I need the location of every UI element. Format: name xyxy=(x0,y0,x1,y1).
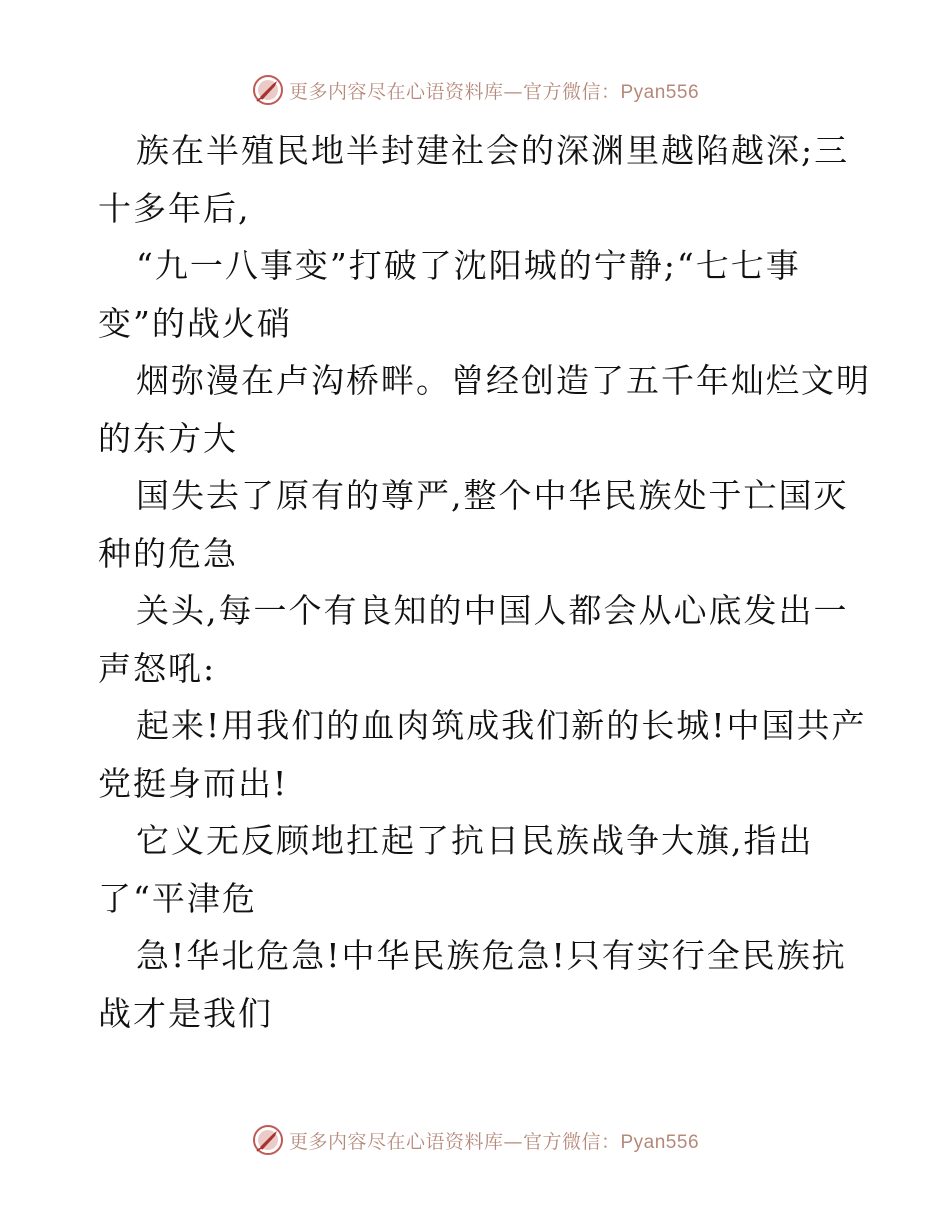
text-line: 战才是我们 xyxy=(98,993,273,1033)
text-line: 国失去了原有的尊严,整个中华民族处于亡国灭 xyxy=(136,476,849,515)
text-line: 急!华北危急!中华民族危急!只有实行全民族抗 xyxy=(136,936,847,975)
text-line: 了“平津危 xyxy=(98,878,257,918)
text-line: 它义无反顾地扛起了抗日民族战争大旗,指出 xyxy=(136,821,814,860)
text-line: 族在半殖民地半封建社会的深渊里越陷越深;三 xyxy=(136,131,850,170)
pen-nib-seal-icon xyxy=(251,73,285,107)
footer-watermark xyxy=(0,1120,950,1160)
text-line: 关头,每一个有良知的中国人都会从心底发出一 xyxy=(136,591,849,630)
text-line: 声怒吼: xyxy=(98,648,217,688)
watermark-text: 更多内容尽在心语资料库—官方微信：Pyan556 xyxy=(288,80,700,103)
text-line: 十多年后, xyxy=(98,188,251,228)
document-body xyxy=(98,122,871,1042)
pen-nib-seal-icon xyxy=(251,1123,285,1157)
text-line: 种的危急 xyxy=(98,533,238,573)
text-line: 起来!用我们的血肉筑成我们新的长城!中国共产 xyxy=(136,706,867,745)
text-line: 党挺身而出! xyxy=(98,763,289,803)
text-line: 烟弥漫在卢沟桥畔。曾经创造了五千年灿烂文明 xyxy=(136,361,871,400)
watermark-text: 更多内容尽在心语资料库—官方微信：Pyan556 xyxy=(288,1130,700,1153)
header-watermark xyxy=(0,70,950,110)
text-line: 的东方大 xyxy=(98,418,238,458)
text-line: 变”的战火硝 xyxy=(98,303,292,343)
text-line: “九一八事变”打破了沈阳城的宁静;“七七事 xyxy=(136,246,801,285)
